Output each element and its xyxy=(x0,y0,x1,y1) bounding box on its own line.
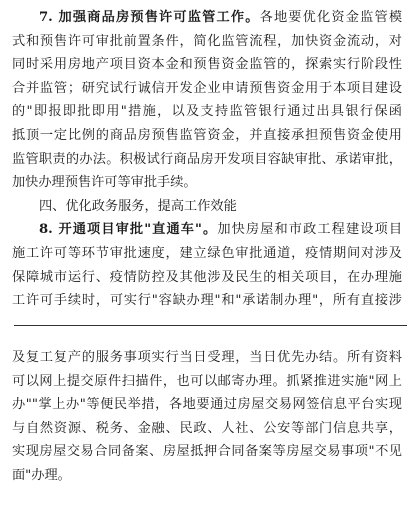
paragraph-7-text: 各地要优化资金监管模 xyxy=(259,10,402,25)
paragraph-7-line-7: 监管职责的办法。积极试行商品房开发项目容缺审批、承诺审批， xyxy=(12,151,402,167)
paragraph-7-line-3: 同时采用房地产项目资本金和预售资金监管的，探索实行阶段性 xyxy=(12,57,402,73)
paragraph-8-line-4: 工许可手续时，可实行"容缺办理"和"承诺制办理"，所有直接涉 xyxy=(12,293,402,309)
continued-line-6: 面"办理。 xyxy=(12,467,71,483)
paragraph-7-line-6: 抵顶一定比例的商品房预售监管资金，并直接承担预售资金使用 xyxy=(12,127,402,143)
continued-line-2: 可以网上提交原件扫描件，也可以邮寄办理。抓紧推进实施"网上 xyxy=(12,373,402,389)
paragraph-7-line-8: 加快办理预售许可等审批手续。 xyxy=(12,175,197,191)
continued-line-3: 办""掌上办"等便民举措，各地要通过房屋交易网签信息平台实现 xyxy=(12,397,402,413)
continued-line-4: 与自然资源、税务、金融、民政、人社、公安等部门信息共享， xyxy=(12,420,402,436)
paragraph-8-text: 加快房屋和市政工程建设项目 xyxy=(217,222,402,238)
section-4-heading: 四、优化政务服务，提高工作效能 xyxy=(39,198,237,214)
paragraph-7-line-1 xyxy=(12,6,402,30)
upper-text-block xyxy=(12,6,402,313)
paragraph-8-heading: 8. 开通项目审批"直通车"。 xyxy=(39,222,218,238)
section-divider xyxy=(14,325,407,326)
paragraph-7-line-4: 合并监管；研究试行诚信开发企业申请预售资金用于本项目建设 xyxy=(12,80,402,96)
continued-line-1: 及复工复产的服务事项实行当日受理，当日优先办结。所有资料 xyxy=(12,350,402,365)
continued-line-5: 实现房屋交易合同备案、房屋抵押合同备案等房屋交易事项"不见 xyxy=(12,444,402,460)
paragraph-8-line-3: 保障城市运行、疫情防控及其他涉及民生的相关项目，在办理施 xyxy=(12,269,402,285)
paragraph-7-line-2: 式和预售许可审批前置条件，简化监管流程，加快资金流动，对 xyxy=(12,33,402,49)
paragraph-7-line-5: 的"即报即批即用"措施，以及支持监管银行通过出具银行保函 xyxy=(12,104,402,120)
paragraph-8-line-2: 施工许可等环节审批速度，建立绿色审批通道，疫情期间对涉及 xyxy=(12,245,402,261)
paragraph-7-heading: 7. 加强商品房预售许可监管工作。 xyxy=(39,10,260,25)
lower-text-block xyxy=(12,346,402,488)
paragraph-8-line-1 xyxy=(12,218,402,242)
